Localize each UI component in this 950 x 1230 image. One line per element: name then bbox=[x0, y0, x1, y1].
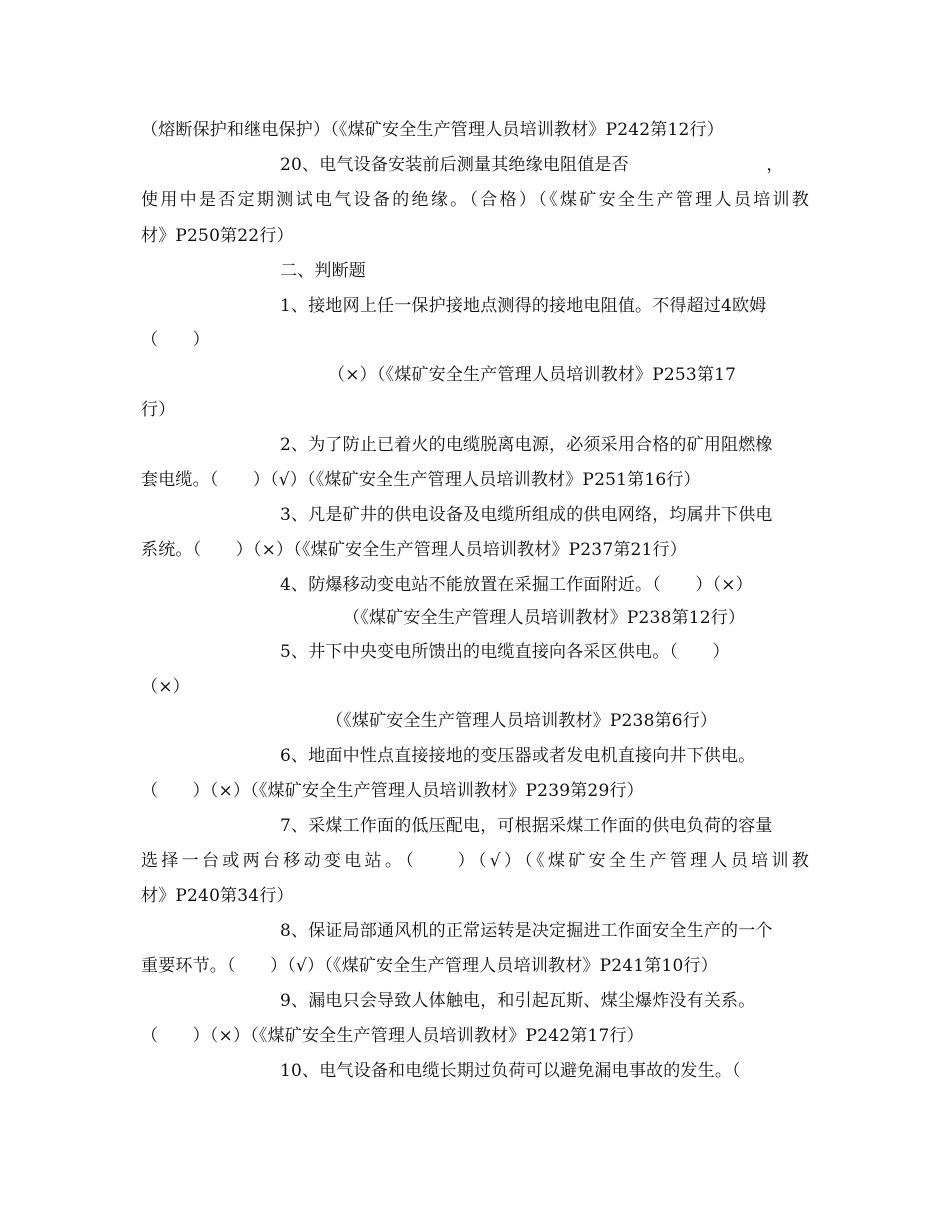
text-line: 行） bbox=[141, 400, 176, 420]
text-line: 5、井下中央变电所馈出的电缆直接向各采区供电。（ ） bbox=[280, 642, 730, 662]
text-line: 9、漏电只会导致人体触电，和引起瓦斯、煤尘爆炸没有关系。 bbox=[280, 991, 756, 1011]
text-line: 2、为了防止已着火的电缆脱离电源，必须采用合格的矿用阻燃橡 bbox=[280, 435, 773, 455]
text-line: （ ）（×）（《煤矿安全生产管理人员培训教材》P242第17行） bbox=[141, 1026, 644, 1046]
text-line: 选择一台或两台移动变电站。（ ）（√）（《煤矿安全生产管理人员培训教 bbox=[141, 851, 809, 871]
text-line: 10、电气设备和电缆长期过负荷可以避免漏电事故的发生。（ bbox=[280, 1061, 741, 1081]
text-line: 材》P240第34行） bbox=[141, 886, 294, 906]
text-line: 7、采煤工作面的低压配电，可根据采煤工作面的供电负荷的容量 bbox=[280, 816, 773, 836]
text-line: 8、保证局部通风机的正常运转是决定掘进工作面安全生产的一个 bbox=[280, 921, 773, 941]
text-line: 6、地面中性点直接接地的变压器或者发电机直接向井下供电。 bbox=[280, 746, 756, 766]
text-line: （×） bbox=[141, 677, 190, 697]
text-line: 使用中是否定期测试电气设备的绝缘。（合格）（《煤矿安全生产管理人员培训教 bbox=[141, 190, 809, 210]
text-line: 材》P250第22行） bbox=[141, 226, 294, 246]
text-line: 4、防爆移动变电站不能放置在采掘工作面附近。（ ）（×） bbox=[280, 575, 753, 595]
text-line: （ ）（×）（《煤矿安全生产管理人员培训教材》P239第29行） bbox=[141, 781, 644, 801]
text-line: 系统。（ ）（×）（《煤矿安全生产管理人员培训教材》P237第21行） bbox=[141, 540, 687, 560]
text-line: （《煤矿安全生产管理人员培训教材》P238第12行） bbox=[343, 608, 746, 628]
text-line: （×）（《煤矿安全生产管理人员培训教材》P253第17 bbox=[328, 365, 737, 385]
text-line: （《煤矿安全生产管理人员培训教材》P238第6行） bbox=[326, 711, 718, 731]
text-line: 1、接地网上任一保护接地点测得的接地电阻值。不得超过4欧姆 bbox=[280, 296, 767, 316]
text-line: 重要环节。（ ）（√）（《煤矿安全生产管理人员培训教材》P241第10行） bbox=[141, 956, 718, 976]
section-heading: 二、判断题 bbox=[280, 261, 366, 281]
text-line: （熔断保护和继电保护）（《煤矿安全生产管理人员培训教材》P242第12行） bbox=[141, 120, 724, 140]
text-line: 套电缆。（ ）（√）（《煤矿安全生产管理人员培训教材》P251第16行） bbox=[141, 470, 701, 490]
text-line: （ ） bbox=[141, 330, 210, 350]
text-line: 20、电气设备安装前后测量其绝缘电阻值是否 ， bbox=[280, 155, 784, 175]
text-line: 3、凡是矿井的供电设备及电缆所组成的供电网络，均属井下供电 bbox=[280, 505, 773, 525]
